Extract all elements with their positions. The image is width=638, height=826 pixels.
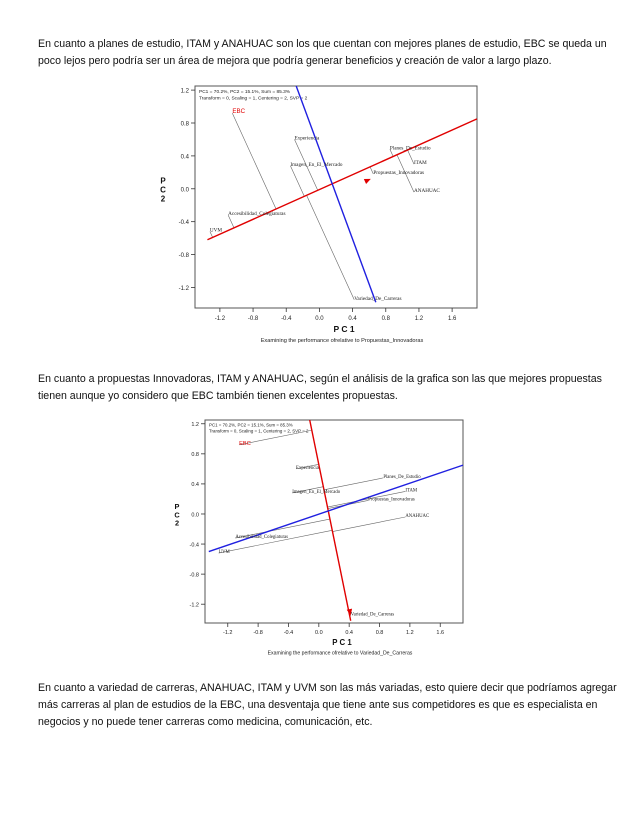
chart-variedad-de-carreras bbox=[165, 414, 470, 671]
point-label: Planes_De_Estudio bbox=[383, 474, 421, 480]
point-label: Propuestas_Innovadoras bbox=[373, 169, 425, 176]
x-tick-label: -0.8 bbox=[253, 630, 263, 637]
text-line: En cuanto a propuestas Innovadoras, ITAM y ANAHUAC, según el análisis de la grafica son las que mejores propuestas bbox=[38, 373, 602, 385]
y-tick-label: 0.8 bbox=[180, 121, 189, 128]
biplot-svg bbox=[165, 414, 470, 666]
y-tick-label: -0.8 bbox=[189, 572, 199, 579]
x-tick-label: -0.8 bbox=[247, 316, 259, 322]
y-tick-label: 0.0 bbox=[180, 187, 189, 194]
x-axis-label: P C 1 bbox=[332, 638, 352, 648]
x-tick-label: 1.6 bbox=[447, 316, 457, 322]
x-tick-label: 1.6 bbox=[436, 630, 445, 637]
point-label: ITAM bbox=[413, 160, 427, 167]
y-tick-label: -1.2 bbox=[189, 602, 199, 609]
x-tick-label: 0.8 bbox=[381, 316, 390, 322]
y-tick-label: 1.2 bbox=[180, 88, 189, 95]
x-tick-label: -0.4 bbox=[281, 316, 292, 322]
x-tick-label: -1.2 bbox=[223, 630, 233, 637]
point-label: EBC bbox=[239, 440, 251, 447]
x-tick-label: -0.4 bbox=[283, 630, 294, 637]
point-label: ANAHUAC bbox=[413, 188, 440, 195]
y-tick-label: -0.8 bbox=[178, 253, 189, 260]
point-label: UVM bbox=[218, 550, 230, 556]
point-label: Planes_De_Estudio bbox=[389, 145, 431, 152]
plot-area bbox=[205, 420, 463, 623]
chart-header-line: PC1 = 70.2%, PC2 = 15.1%, Sum = 85.3% bbox=[199, 90, 291, 95]
x-tick-label: 0.8 bbox=[375, 630, 384, 637]
y-tick-label: -1.2 bbox=[178, 285, 189, 292]
point-label: Variedad_De_Carreras bbox=[354, 295, 402, 302]
point-label: Imagen_En_El_Mercado bbox=[292, 489, 341, 495]
y-tick-label: -0.4 bbox=[189, 542, 199, 549]
point-label: Accesibilidad_Colegiaturas bbox=[235, 535, 289, 541]
point-label: Accesibilidad_Colegiaturas bbox=[228, 211, 286, 218]
chart-propuestas-innovadoras bbox=[150, 80, 484, 362]
y-tick-label: -0.4 bbox=[178, 220, 189, 227]
y-axis-label: 2 bbox=[160, 194, 166, 204]
y-tick-label: 0.0 bbox=[191, 512, 199, 519]
x-tick-label: -1.2 bbox=[214, 316, 226, 322]
y-tick-label: 0.4 bbox=[191, 482, 199, 489]
text-line: En cuanto a variedad de carreras, ANAHUAC, ITAM y UVM son las más variadas, esto quiere decir que podríamos agregar bbox=[38, 682, 617, 694]
x-tick-label: 0.4 bbox=[348, 316, 357, 322]
point-label: EBC bbox=[232, 108, 246, 116]
y-axis-label: P bbox=[174, 502, 180, 512]
chart-caption: Examining the performance ofrelative to Variedad_De_Carreras bbox=[267, 650, 413, 657]
y-axis-label: 2 bbox=[174, 518, 180, 528]
paragraph-propuestas-innovadoras bbox=[38, 371, 600, 405]
point-label: Propuestas_Innovadoras bbox=[368, 497, 415, 503]
y-tick-label: 0.8 bbox=[191, 452, 199, 459]
point-label: UVM bbox=[209, 227, 223, 234]
paragraph-variedad-de-carreras bbox=[38, 680, 617, 731]
x-tick-label: 0.0 bbox=[315, 316, 324, 322]
y-tick-label: 0.4 bbox=[180, 154, 189, 161]
text-line: En cuanto a planes de estudio, ITAM y ANAHUAC son los que cuentan con mejores planes de estudio, EBC se queda un bbox=[38, 38, 607, 50]
point-label: ITAM bbox=[405, 488, 418, 494]
x-tick-label: 1.2 bbox=[414, 316, 424, 322]
text-line: más carreras al plan de estudios de la EBC, una desventaja que tiene ante sus competidores es que es especialista en bbox=[38, 699, 598, 711]
y-axis-label: C bbox=[160, 185, 166, 195]
text-line: negocios y no puede tener carreras como medicina, comunicación, etc. bbox=[38, 716, 373, 728]
y-axis-label: C bbox=[174, 510, 180, 520]
text-line: poco lejos pero podría ser un área de mejora que podría generar beneficios y creación de valor a largo plazo. bbox=[38, 55, 552, 67]
paragraph-planes-de-estudio bbox=[38, 36, 607, 70]
point-label: Experiencia bbox=[296, 465, 319, 471]
chart-caption: Examining the performance ofrelative to Propuestas_Innovadoras bbox=[260, 338, 424, 344]
y-tick-label: 1.2 bbox=[191, 422, 199, 429]
x-tick-label: 0.4 bbox=[345, 630, 354, 637]
biplot-svg bbox=[150, 80, 484, 357]
chart-header-line: Transform = 0, Scaling = 1, Centering = 2, SVP = 2 bbox=[199, 96, 308, 102]
chart-header-line: Transform = 0, Scaling = 1, Centering = 2, SVP = 2 bbox=[209, 428, 309, 434]
text-line: tienen aunque yo considero que EBC también tienen excelentes propuestas. bbox=[38, 390, 398, 402]
point-label: ANAHUAC bbox=[405, 513, 430, 519]
point-label: Imagen_En_El_Mercado bbox=[290, 161, 343, 168]
chart-header-line: PC1 = 70.2%, PC2 = 15.1%, Sum = 85.3% bbox=[209, 422, 293, 428]
x-axis-label: P C 1 bbox=[333, 324, 355, 334]
y-axis-label: P bbox=[160, 176, 166, 186]
point-label: Variedad_De_Carreras bbox=[350, 612, 395, 618]
plot-area bbox=[195, 86, 477, 308]
point-label: Experiencia bbox=[294, 135, 320, 142]
x-tick-label: 0.0 bbox=[314, 630, 323, 637]
x-tick-label: 1.2 bbox=[406, 630, 414, 637]
